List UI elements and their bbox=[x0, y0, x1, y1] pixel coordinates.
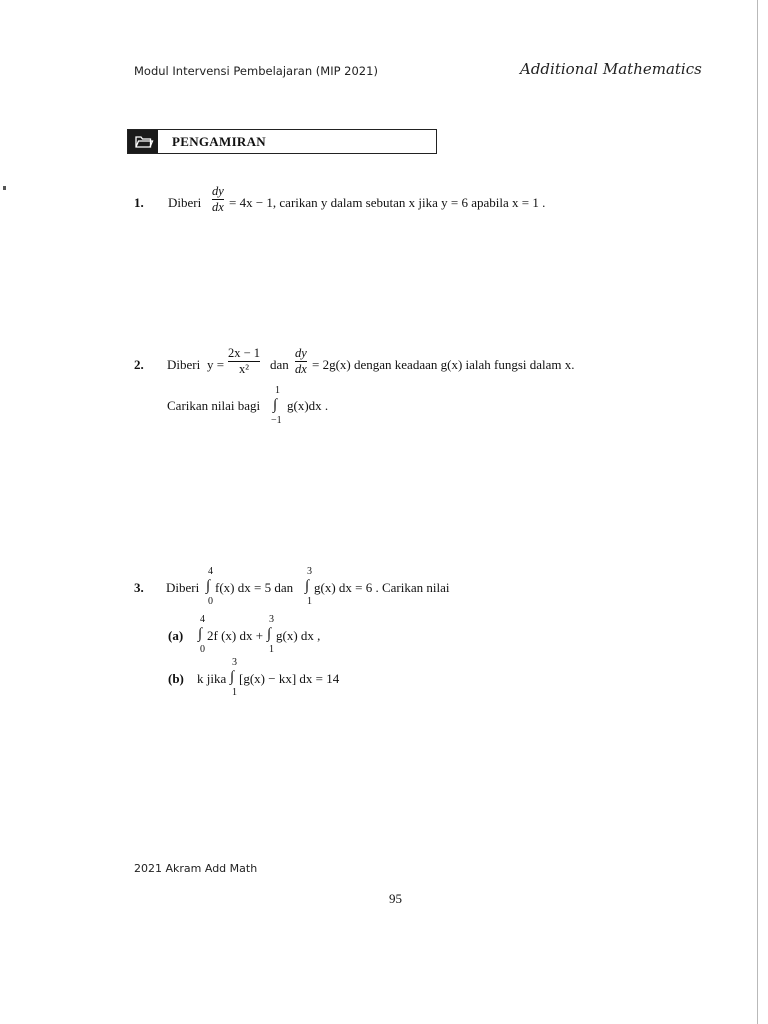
scan-edge-line bbox=[757, 0, 758, 1024]
integral-upper-limit: 3 bbox=[269, 614, 274, 625]
part-a-term-1: 2f (x) dx + bbox=[207, 628, 264, 643]
question-1-given: Diberi bbox=[168, 195, 202, 210]
footer-credit: 2021 Akram Add Math bbox=[134, 862, 258, 875]
question-3-integral-1: f(x) dx = 5 dan bbox=[215, 580, 294, 595]
question-1-number: 1. bbox=[134, 195, 144, 210]
question-2-number: 2. bbox=[134, 357, 144, 372]
integral-lower-limit: 1 bbox=[269, 644, 274, 655]
section-title-box bbox=[127, 129, 437, 154]
part-b-prefix: k jika bbox=[197, 671, 227, 686]
question-2-ask: Carikan nilai bagi bbox=[167, 398, 261, 413]
section-title: PENGAMIRAN bbox=[172, 134, 266, 149]
part-b-expression: [g(x) − kx] dx = 14 bbox=[239, 671, 340, 686]
integral-upper-limit: 3 bbox=[232, 657, 237, 668]
integral-lower-limit: 1 bbox=[232, 687, 237, 698]
integral-upper-limit: 3 bbox=[307, 566, 312, 577]
integral-lower-limit: 1 bbox=[307, 596, 312, 607]
integral-lower-limit: 0 bbox=[208, 596, 213, 607]
folder-icon bbox=[128, 130, 158, 153]
question-3-number: 3. bbox=[134, 580, 144, 595]
subject-header: Additional Mathematics bbox=[520, 60, 702, 78]
integral-sign: ∫ bbox=[230, 669, 235, 685]
integral-upper-limit: 4 bbox=[208, 566, 213, 577]
scan-speck bbox=[3, 186, 6, 190]
integral-sign: ∫ bbox=[305, 578, 310, 594]
module-header: Modul Intervensi Pembelajaran (MIP 2021) bbox=[134, 64, 378, 78]
part-a-term-2: g(x) dx , bbox=[276, 628, 321, 643]
question-2-fraction bbox=[228, 347, 260, 376]
dy-text: dy bbox=[295, 346, 307, 360]
dy-text: dy bbox=[212, 184, 224, 198]
fraction-numerator: 2x − 1 bbox=[228, 346, 261, 360]
integral-sign: ∫ bbox=[206, 578, 211, 594]
dx-text: dx bbox=[295, 362, 307, 376]
question-2-derivative bbox=[295, 347, 307, 376]
question-2-integrand: g(x)dx . bbox=[287, 398, 329, 413]
integral-lower-limit: 0 bbox=[200, 644, 205, 655]
dx-text: dx bbox=[212, 200, 224, 214]
integral-sign: ∫ bbox=[198, 626, 203, 642]
page-number: 95 bbox=[389, 891, 402, 906]
fraction-denominator: x² bbox=[239, 362, 250, 376]
integral-upper-limit: 4 bbox=[200, 614, 205, 625]
question-2-text: = 2g(x) dengan keadaan g(x) ialah fungsi dalam x. bbox=[312, 357, 575, 372]
question-2-dan: dan bbox=[270, 357, 289, 372]
integral-sign: ∫ bbox=[267, 626, 272, 642]
part-b-label: (b) bbox=[168, 671, 184, 686]
question-1-derivative bbox=[212, 185, 224, 214]
integral-upper-limit: 1 bbox=[275, 385, 280, 396]
question-3-integral-2: g(x) dx = 6 . Carikan nilai bbox=[314, 580, 450, 595]
integral-lower-limit: −1 bbox=[271, 415, 282, 426]
question-2-y-eq: y = bbox=[207, 357, 225, 372]
question-1-text: = 4x − 1, carikan y dalam sebutan x jika y = 6 apabila x = 1 . bbox=[229, 195, 546, 210]
integral-sign: ∫ bbox=[273, 397, 278, 413]
question-2-given: Diberi bbox=[167, 357, 201, 372]
part-a-label: (a) bbox=[168, 628, 184, 643]
question-3-given: Diberi bbox=[166, 580, 200, 595]
